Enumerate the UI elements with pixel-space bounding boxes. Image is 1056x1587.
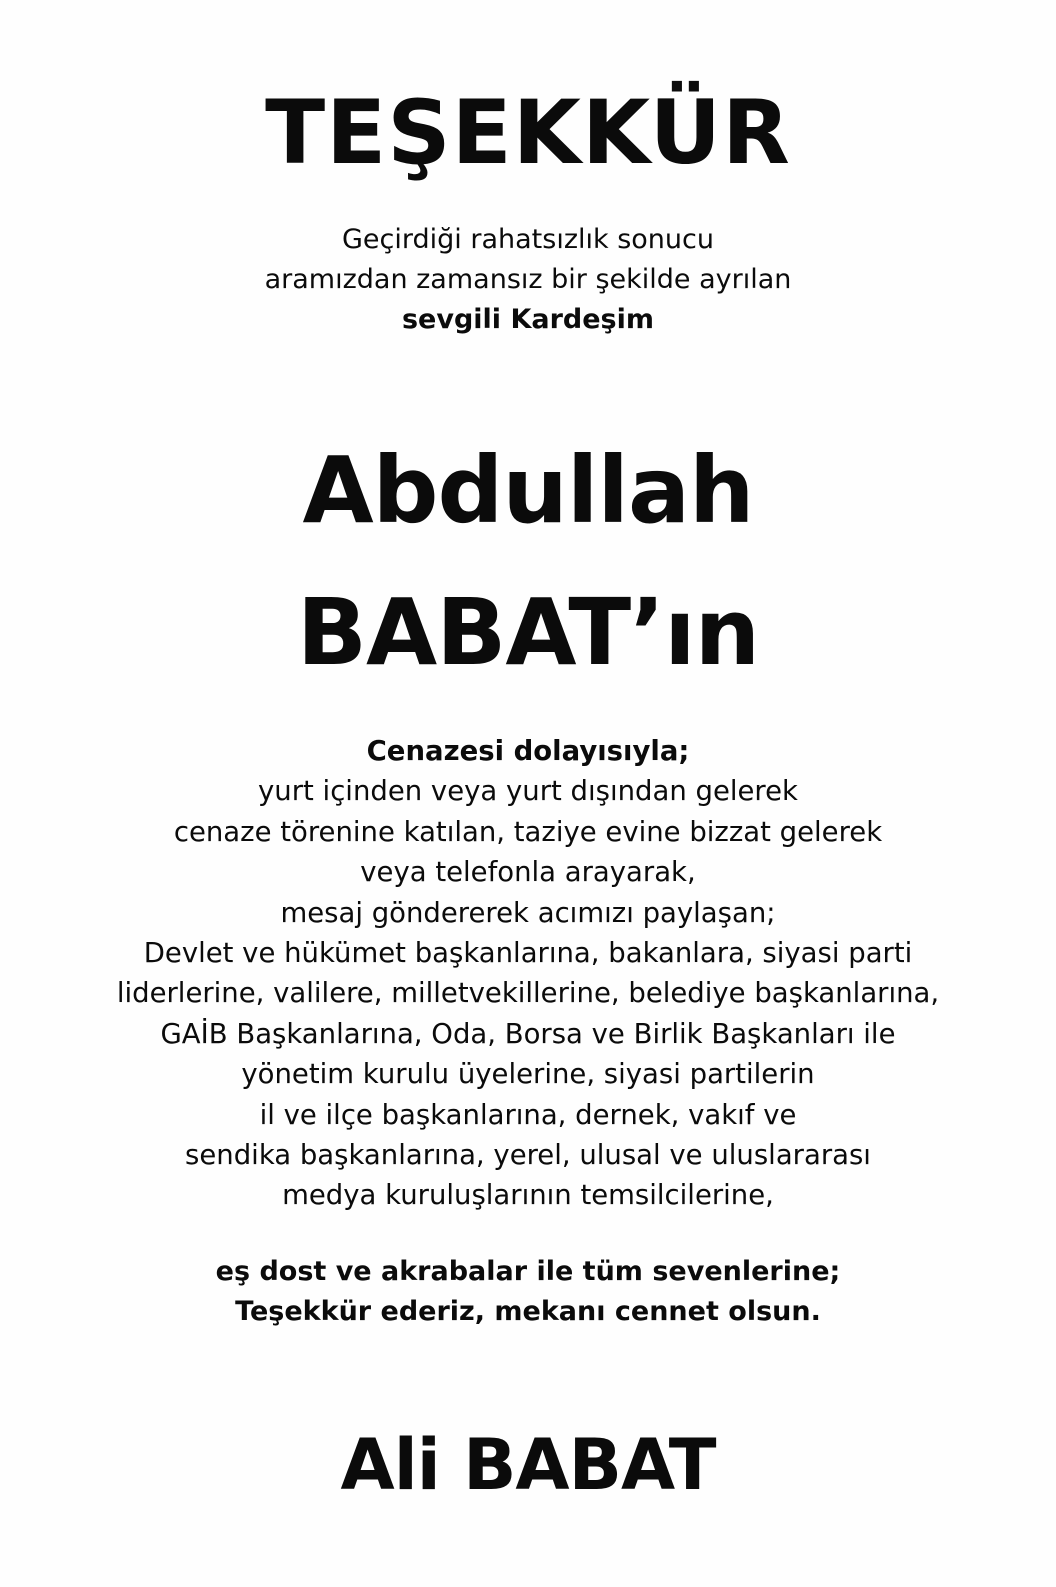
intro-line: aramızdan zamansız bir şekilde ayrılan <box>264 264 792 295</box>
thanks-body <box>0 731 1056 1216</box>
body-line: sendika başkanlarına, yerel, ulusal ve uluslararası <box>185 1139 871 1172</box>
signature-name: Ali BABAT <box>340 1424 716 1506</box>
body-line: il ve ilçe başkanlarına, dernek, vakıf ve <box>259 1098 797 1131</box>
body-line: liderlerine, valilere, milletvekillerine, belediye başkanlarına, <box>116 977 940 1010</box>
body-line: cenaze törenine katılan, taziye evine bizzat gelerek <box>173 815 883 848</box>
body-line: GAİB Başkanlarına, Oda, Borsa ve Birlik Başkanları ile <box>160 1017 896 1050</box>
relation-line: sevgili Kardeşim <box>401 304 655 335</box>
body-line: veya telefonla arayarak, <box>360 856 696 889</box>
body-line: yönetim kurulu üyelerine, siyasi partilerin <box>241 1058 815 1091</box>
closing-line: Teşekkür ederiz, mekanı cennet olsun. <box>235 1296 821 1327</box>
body-heading: Cenazesi dolayısıyla; <box>366 735 690 767</box>
body-line: Devlet ve hükümet başkanlarına, bakanlara, siyasi parti <box>143 937 913 970</box>
deceased-last-name: BABAT’ın <box>296 579 760 686</box>
deceased-name <box>0 420 1056 704</box>
closing-line: eş dost ve akrabalar ile tüm sevenlerine; <box>215 1256 841 1287</box>
body-line: medya kuruluşlarının temsilcilerine, <box>282 1179 774 1212</box>
deceased-first-name: Abdullah <box>302 437 754 544</box>
body-line: yurt içinden veya yurt dışından gelerek <box>258 775 798 808</box>
body-line: mesaj göndererek acımızı paylaşan; <box>280 896 776 929</box>
intro-line: Geçirdiği rahatsızlık sonucu <box>342 224 714 255</box>
closing-block <box>0 1252 1056 1332</box>
notice-title: TEŞEKKÜR <box>265 81 791 184</box>
intro-block <box>0 220 1056 340</box>
